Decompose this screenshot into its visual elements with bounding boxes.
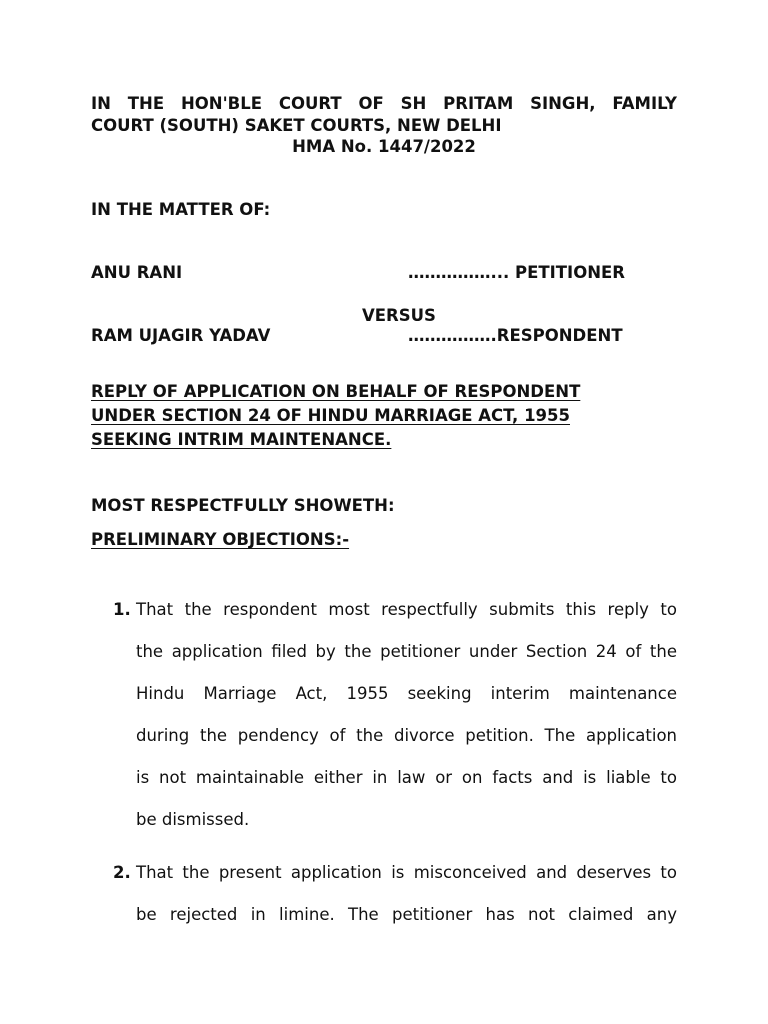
versus-label: VERSUS: [362, 306, 436, 325]
paragraph-line: the application filed by the petitioner under Section 24 of the: [136, 642, 677, 661]
matter-label: IN THE MATTER OF:: [91, 200, 271, 219]
title-line1: REPLY OF APPLICATION ON BEHALF OF RESPONDENT: [91, 382, 581, 401]
respondent-role: …………….RESPONDENT: [408, 326, 623, 345]
paragraph-line: be dismissed.: [136, 810, 250, 829]
paragraph-line: That the respondent most respectfully submits this reply to: [136, 600, 677, 619]
paragraph-line: during the pendency of the divorce petition. The application: [136, 726, 677, 745]
court-heading-line2: COURT (SOUTH) SAKET COURTS, NEW DELHI: [91, 116, 502, 135]
preliminary-objections-heading: PRELIMINARY OBJECTIONS:-: [91, 530, 350, 549]
paragraph-line: is not maintainable either in law or on facts and is liable to: [136, 768, 677, 787]
court-heading-line1: IN THE HON'BLE COURT OF SH PRITAM SINGH, FAMILY: [91, 94, 677, 113]
paragraph-number: 2.: [113, 863, 131, 882]
title-line3: SEEKING INTRIM MAINTENANCE.: [91, 430, 392, 449]
title-line2: UNDER SECTION 24 OF HINDU MARRIAGE ACT, 1955: [91, 406, 570, 425]
respondent-name: RAM UJAGIR YADAV: [91, 326, 271, 345]
paragraph-number: 1.: [113, 600, 131, 619]
petitioner-name: ANU RANI: [91, 263, 183, 282]
case-number: HMA No. 1447/2022: [292, 137, 476, 156]
paragraph-line: Hindu Marriage Act, 1955 seeking interim maintenance: [136, 684, 677, 703]
paragraph-line: be rejected in limine. The petitioner has not claimed any: [136, 905, 677, 924]
showeth-heading: MOST RESPECTFULLY SHOWETH:: [91, 496, 395, 515]
petitioner-role: ……………... PETITIONER: [408, 263, 626, 282]
paragraph-line: That the present application is misconceived and deserves to: [136, 863, 677, 882]
